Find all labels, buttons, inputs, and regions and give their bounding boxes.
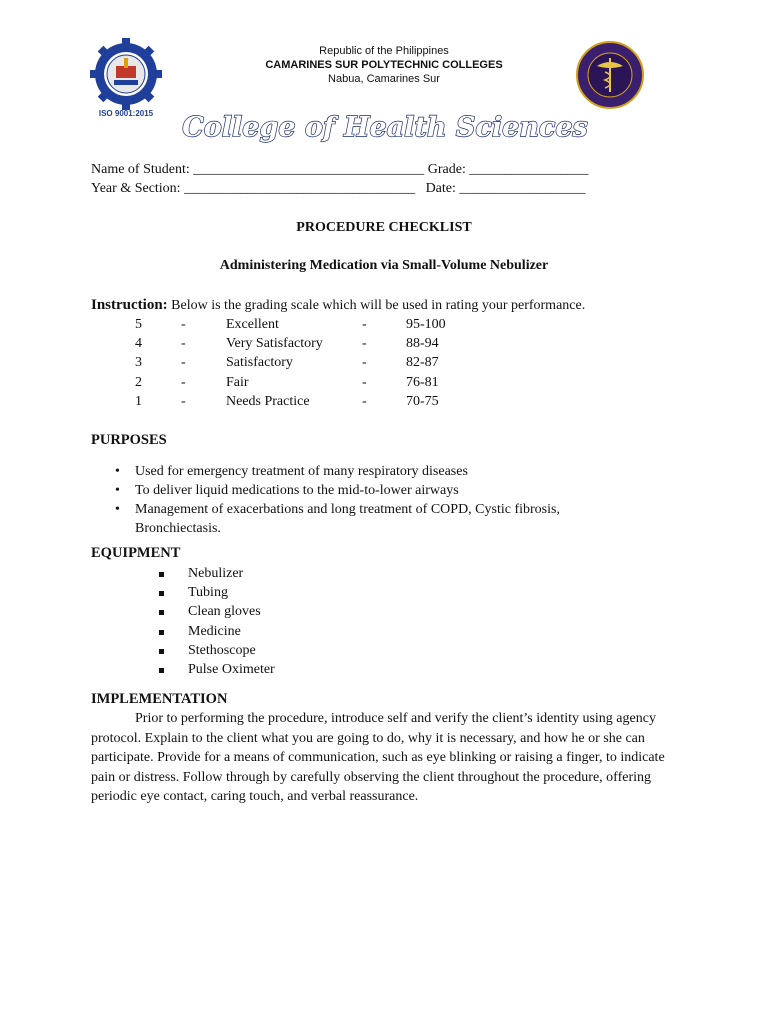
scale-range: 88-94 — [406, 336, 439, 351]
scale-label: Satisfactory — [226, 355, 293, 370]
scale-dash: - — [181, 355, 186, 370]
equipment-heading: EQUIPMENT — [91, 545, 181, 561]
list-item: Pulse Oximeter — [188, 662, 275, 677]
year-section-date-line: Year & Section: _________________________________ Date: __________________ — [91, 181, 586, 196]
cspc-logo — [90, 40, 162, 120]
implementation-heading: IMPLEMENTATION — [91, 691, 228, 707]
purposes-heading: PURPOSES — [91, 432, 167, 448]
scale-dash: - — [181, 317, 186, 332]
college-title-text: College of Health Sciences — [182, 112, 588, 143]
instruction-text: Below is the grading scale which will be used in rating your performance. — [167, 298, 586, 313]
republic-text: Republic of the Philippines — [319, 45, 449, 57]
scale-row — [0, 336, 768, 355]
scale-dash: - — [362, 317, 367, 332]
instruction-label: Instruction: — [91, 297, 168, 313]
scale-dash: - — [181, 375, 186, 390]
instruction — [91, 297, 585, 314]
procedure-subtitle: Administering Medication via Small-Volume Nebulizer — [219, 258, 549, 273]
scale-range: 76-81 — [406, 375, 439, 390]
list-item: Stethoscope — [188, 643, 256, 658]
student-name-grade-line: Name of Student: _________________________________ Grade: _________________ — [91, 162, 589, 177]
scale-range: 95-100 — [406, 317, 446, 332]
checklist-title: PROCEDURE CHECKLIST — [296, 220, 472, 235]
scale-label: Needs Practice — [226, 394, 310, 409]
scale-dash: - — [362, 375, 367, 390]
scale-row — [0, 394, 768, 413]
school-location: Nabua, Camarines Sur — [328, 73, 440, 85]
scale-label: Fair — [226, 375, 249, 390]
list-item: • Used for emergency treatment of many respiratory diseases — [135, 462, 635, 481]
list-item: • Management of exacerbations and long treatment of COPD, Cystic fibrosis, Bronchiectasis. — [135, 500, 635, 538]
scale-range: 82-87 — [406, 355, 439, 370]
list-item: Nebulizer — [188, 566, 244, 581]
scale-score: 3 — [135, 355, 142, 370]
scale-label: Excellent — [226, 317, 279, 332]
list-item: • To deliver liquid medications to the mid-to-lower airways — [135, 481, 635, 500]
scale-score: 2 — [135, 375, 142, 390]
health-sciences-seal — [575, 40, 645, 110]
scale-dash: - — [181, 394, 186, 409]
scale-label: Very Satisfactory — [226, 336, 323, 351]
scale-dash: - — [181, 336, 186, 351]
scale-score: 5 — [135, 317, 142, 332]
scale-row — [0, 355, 768, 374]
scale-dash: - — [362, 355, 367, 370]
list-item: Clean gloves — [188, 604, 261, 619]
scale-score: 4 — [135, 336, 142, 351]
school-name: CAMARINES SUR POLYTECHNIC COLLEGES — [265, 59, 503, 71]
iso-label: ISO 9001:2015 — [98, 109, 154, 118]
list-item: Tubing — [188, 585, 228, 600]
scale-range: 70-75 — [406, 394, 439, 409]
list-item: Medicine — [188, 624, 241, 639]
scale-dash: - — [362, 336, 367, 351]
scale-row — [0, 375, 768, 394]
scale-dash: - — [362, 394, 367, 409]
implementation-paragraph: Prior to performing the procedure, introduce self and verify the client’s identity using agency protocol. Explain to the client what you are going to do, why it is necessary, and how he or she can participate. Provide for a means of communication, such as eye blinking or raising a finger, to indicate pain or distress. Follow through by carefully observing the client throughout the procedure, offering periodic eye contact, caring touch, and verbal reassurance. — [91, 711, 665, 804]
scale-row — [0, 317, 768, 336]
scale-score: 1 — [135, 394, 142, 409]
college-title — [182, 104, 588, 150]
